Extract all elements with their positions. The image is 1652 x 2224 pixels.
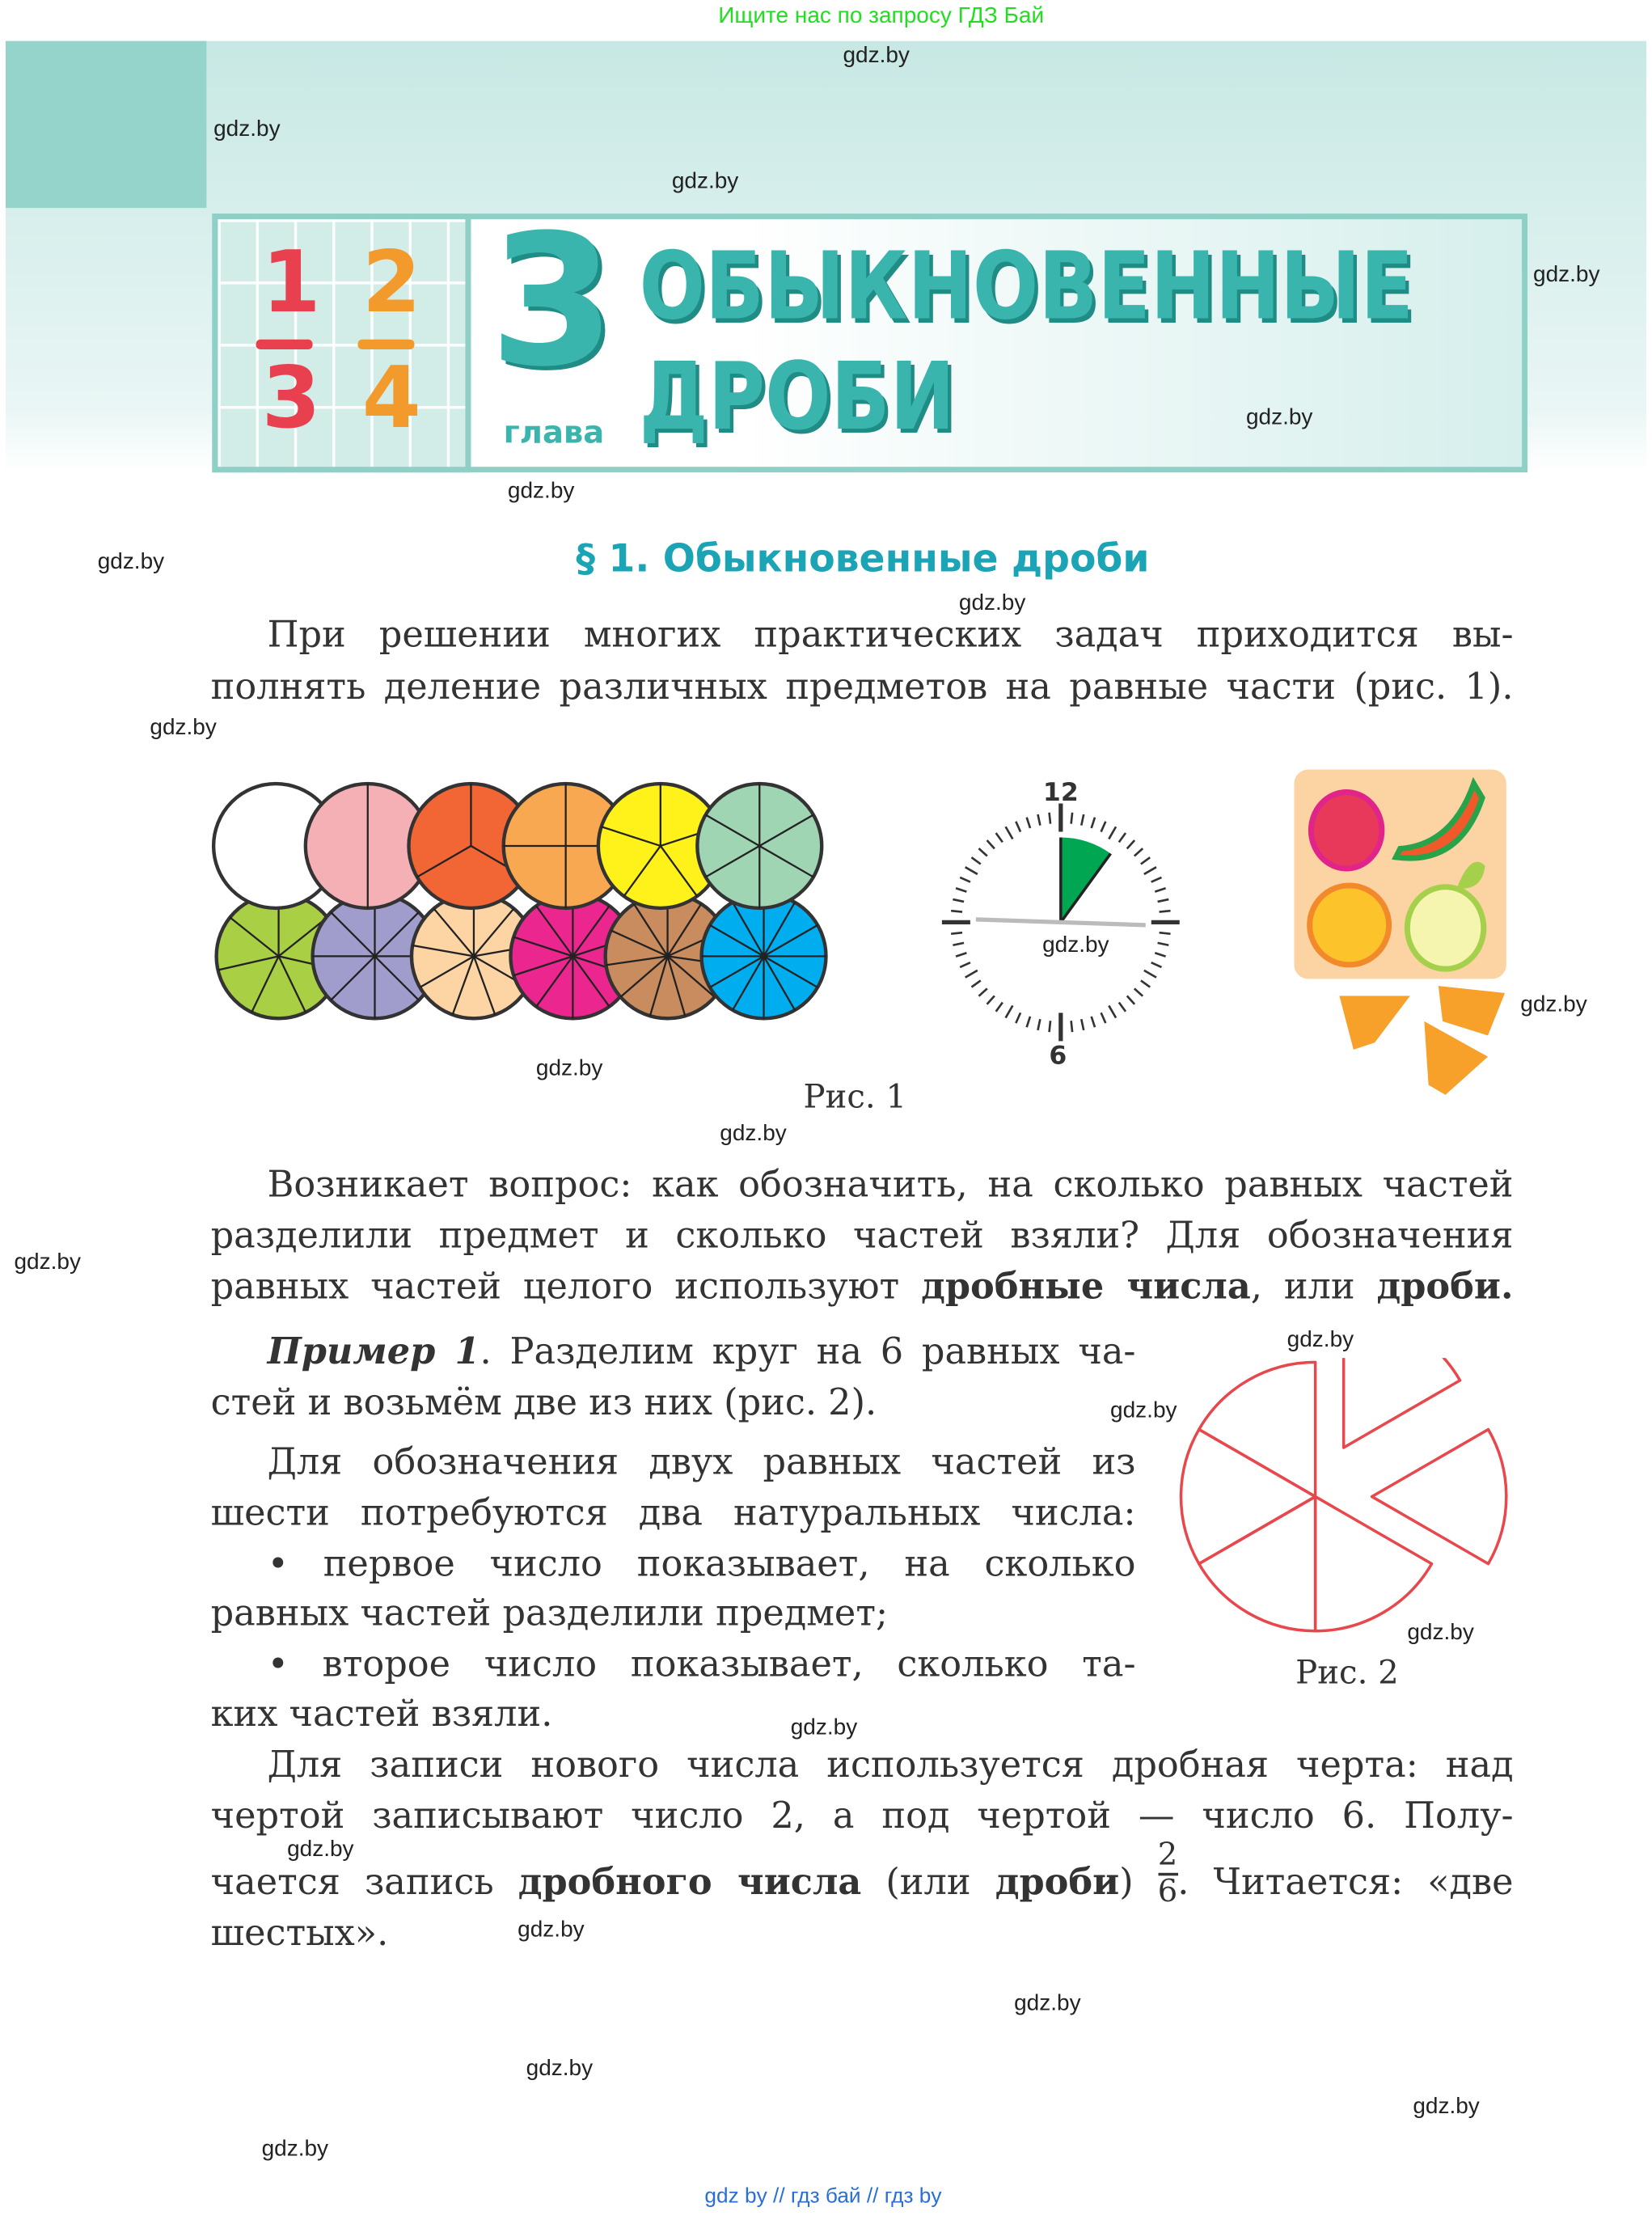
clock-tick xyxy=(1109,827,1116,839)
clock-tick xyxy=(978,988,987,996)
text-span: разделили предмет и сколько частей взяли? Для обозначения xyxy=(210,1215,1514,1258)
clock-tick xyxy=(1006,1005,1013,1017)
text-span: . Читается: «две xyxy=(1177,1861,1514,1905)
clock-tick xyxy=(965,867,978,874)
taken-sector xyxy=(1372,1429,1506,1563)
fraction-numerator: 2 xyxy=(361,233,421,333)
text-span: , или xyxy=(1250,1266,1377,1309)
clock-tick xyxy=(1006,827,1013,839)
chapter-title-line2: ДРОБИ xyxy=(639,342,955,451)
text-span: Для обозначения двух равных частей из xyxy=(267,1441,1136,1484)
section-title: § 1. Обыкновенные дроби xyxy=(576,537,1150,581)
clock-tick xyxy=(1151,962,1162,967)
footer-links[interactable]: gdz by // гдз бай // гдз by xyxy=(704,2184,942,2209)
clock-tick xyxy=(971,857,980,864)
clock-label-12: 12 xyxy=(1042,777,1079,807)
clock-tick xyxy=(956,953,966,956)
text-span: . Разделим круг на 6 равных ча- xyxy=(480,1330,1136,1374)
clock-tick xyxy=(1127,996,1134,1004)
bold-term: дробные числа xyxy=(921,1266,1251,1309)
text-line xyxy=(211,1588,1136,1639)
circle-sector xyxy=(1199,1362,1316,1496)
text-line xyxy=(268,1327,1136,1378)
text-line xyxy=(268,1740,1514,1791)
clock-tick xyxy=(1141,857,1150,864)
text-span: равных частей целого используют xyxy=(210,1266,922,1309)
text-span: • второе число показывает, сколько та- xyxy=(267,1643,1136,1686)
clock-tick xyxy=(1127,840,1134,848)
clock-tick xyxy=(1158,899,1169,902)
clock-tick xyxy=(978,848,987,856)
fraction-numerator: 1 xyxy=(261,233,321,333)
clock-label-6: 6 xyxy=(1049,1041,1067,1071)
clock-tick xyxy=(960,962,970,967)
clock-tick xyxy=(1119,1002,1126,1011)
clock-tick xyxy=(1071,813,1072,824)
clock-tick xyxy=(1071,1021,1072,1032)
orange-wedge-icon xyxy=(1339,996,1409,1049)
bold-term: дробного числа xyxy=(518,1861,862,1905)
text-line xyxy=(268,1539,1136,1590)
fraction-circle-6 xyxy=(697,784,822,908)
fraction-circle-12 xyxy=(702,894,826,1018)
clock-tick xyxy=(1144,867,1156,874)
fraction-denominator: 3 xyxy=(261,349,321,449)
clock-tick xyxy=(1081,814,1084,826)
text-line xyxy=(268,1160,1514,1211)
watermark: gdz.by xyxy=(213,117,281,142)
clock-tick xyxy=(1134,988,1143,996)
text-span: Возникает вопрос: как обозначить, на сколько равных частей xyxy=(267,1164,1514,1207)
watermark: gdz.by xyxy=(1533,263,1600,288)
clock-tick xyxy=(1160,932,1171,933)
watermark: gdz.by xyxy=(843,44,910,68)
circle-sector xyxy=(1316,1497,1432,1631)
clock-tick xyxy=(960,877,970,882)
watermark: gdz.by xyxy=(518,1917,585,1943)
text-span: чается запись xyxy=(210,1861,518,1905)
chapter-label: глава xyxy=(503,416,605,451)
clock-sector xyxy=(1061,837,1111,922)
watermark: gdz.by xyxy=(1014,1991,1081,2016)
text-line xyxy=(211,1689,1136,1740)
fraction-bar xyxy=(358,340,415,349)
inline-fraction: $\frac{2}{6}$ xyxy=(1157,1837,1178,1910)
clock-tick xyxy=(1027,818,1030,828)
bold-term: дроби. xyxy=(1376,1266,1514,1309)
text-span: ) xyxy=(1119,1861,1158,1905)
text-line xyxy=(211,1378,1136,1429)
clock-tick xyxy=(1027,1017,1030,1027)
circle-sector xyxy=(1181,1429,1315,1563)
clock-tick xyxy=(996,833,1003,842)
watermark: gdz.by xyxy=(535,1056,603,1081)
clock-tick xyxy=(1155,953,1165,956)
clock-tick xyxy=(1144,970,1156,978)
circle-sector xyxy=(1199,1497,1316,1631)
watermark: gdz.by xyxy=(1407,1621,1474,1646)
watermark: gdz.by xyxy=(526,2057,594,2081)
text-line xyxy=(268,1639,1136,1690)
watermark: gdz.by xyxy=(150,716,217,740)
chapter-title-line1: ОБЫКНОВЕННЫЕ xyxy=(639,231,1413,341)
text-span: • первое число показывает, на сколько xyxy=(267,1543,1136,1586)
clock-tick xyxy=(971,980,980,987)
orange-slice-icon xyxy=(1310,886,1389,965)
text-line xyxy=(211,662,1514,713)
text-span: шести потребуются два натуральных числа: xyxy=(210,1492,1136,1535)
clock-tick xyxy=(1016,1013,1020,1023)
watermark: gdz.by xyxy=(1413,2095,1480,2120)
clock-tick xyxy=(1101,822,1106,832)
clock-tick xyxy=(1158,943,1169,945)
pomegranate-icon xyxy=(1311,792,1381,868)
text-line xyxy=(211,1909,1514,1960)
watermark: gdz.by xyxy=(1245,405,1313,430)
clock-tick xyxy=(956,888,966,891)
clock-tick xyxy=(1092,1017,1095,1027)
text-line xyxy=(211,1488,1136,1539)
text-span: полнять деление различных предметов на равные части (рис. 1). xyxy=(210,666,1514,709)
clock-tick xyxy=(1016,822,1020,832)
watermark: gdz.by xyxy=(287,1837,354,1862)
watermark: gdz.by xyxy=(1042,933,1109,958)
text-span: чертой записывают число 2, а под чертой — число 6. Полу- xyxy=(210,1795,1514,1838)
clock-tick xyxy=(953,899,964,902)
watermark: gdz.by xyxy=(507,479,575,504)
watermark: gdz.by xyxy=(14,1250,81,1275)
text-span: При решении многих практических задач приходится вы- xyxy=(267,614,1514,657)
clock-tick xyxy=(987,996,995,1004)
clock-tick xyxy=(1081,1019,1084,1030)
text-line xyxy=(211,1211,1514,1262)
text-line xyxy=(268,1437,1136,1488)
text-span: шестых». xyxy=(210,1912,389,1956)
fraction-circles-figure xyxy=(198,771,849,1033)
search-banner[interactable]: Ищите нас по запросу ГДЗ Бай xyxy=(718,4,1045,28)
watermark: gdz.by xyxy=(1287,1328,1354,1353)
clock-tick xyxy=(1109,1005,1116,1017)
text-span: стей и возьмём две из них (рис. 2). xyxy=(210,1381,877,1425)
apple-icon xyxy=(1407,887,1483,969)
watermark: gdz.by xyxy=(958,591,1026,615)
figure-1-caption: Рис. 1 xyxy=(803,1079,907,1117)
chapter-number: 3 xyxy=(489,197,615,408)
clock-tick xyxy=(1119,833,1126,842)
bold-term: дроби xyxy=(995,1861,1120,1905)
watermark: gdz.by xyxy=(720,1122,787,1146)
clock-tick xyxy=(1141,980,1150,987)
text-span: ких частей взяли. xyxy=(210,1693,553,1736)
watermark: gdz.by xyxy=(1110,1398,1177,1423)
orange-wedge-icon xyxy=(1439,986,1505,1035)
text-span: равных частей разделили предмет; xyxy=(210,1592,889,1635)
clock-tick xyxy=(1101,1013,1106,1023)
header-square xyxy=(6,41,206,208)
watermark: gdz.by xyxy=(790,1715,858,1740)
clock-tick xyxy=(965,970,978,978)
clock-tick xyxy=(996,1002,1003,1011)
clock-diameter xyxy=(976,920,1146,925)
clock-figure xyxy=(933,771,1188,1075)
text-span: (или xyxy=(861,1861,995,1905)
clock-tick xyxy=(953,943,964,945)
watermark: gdz.by xyxy=(261,2137,329,2162)
text-line xyxy=(268,610,1514,661)
clock-tick xyxy=(951,932,962,933)
clock-tick xyxy=(1037,814,1040,826)
clock-tick xyxy=(1151,877,1162,882)
figure-2-caption: Рис. 2 xyxy=(1295,1655,1399,1692)
watermark: gdz.by xyxy=(97,550,165,575)
text-line xyxy=(211,1791,1514,1841)
clock-tick xyxy=(1037,1019,1040,1030)
clock-tick xyxy=(987,840,995,848)
fraction-denominator: 4 xyxy=(361,349,421,449)
clock-tick xyxy=(1092,818,1095,828)
watermark: gdz.by xyxy=(671,169,739,194)
circle-six-parts-figure xyxy=(1174,1358,1527,1641)
clock-tick xyxy=(1155,888,1165,891)
fraction-bar xyxy=(256,340,313,349)
watermark: gdz.by xyxy=(1520,992,1587,1017)
taken-sector xyxy=(1344,1358,1460,1448)
fruit-figure xyxy=(1290,767,1516,1099)
fraction-grid xyxy=(212,214,471,472)
text-line xyxy=(211,1262,1514,1313)
text-span: Для записи нового числа используется дробная черта: над xyxy=(267,1744,1514,1787)
clock-tick xyxy=(1134,848,1143,856)
example-label: Пример 1 xyxy=(267,1330,480,1374)
